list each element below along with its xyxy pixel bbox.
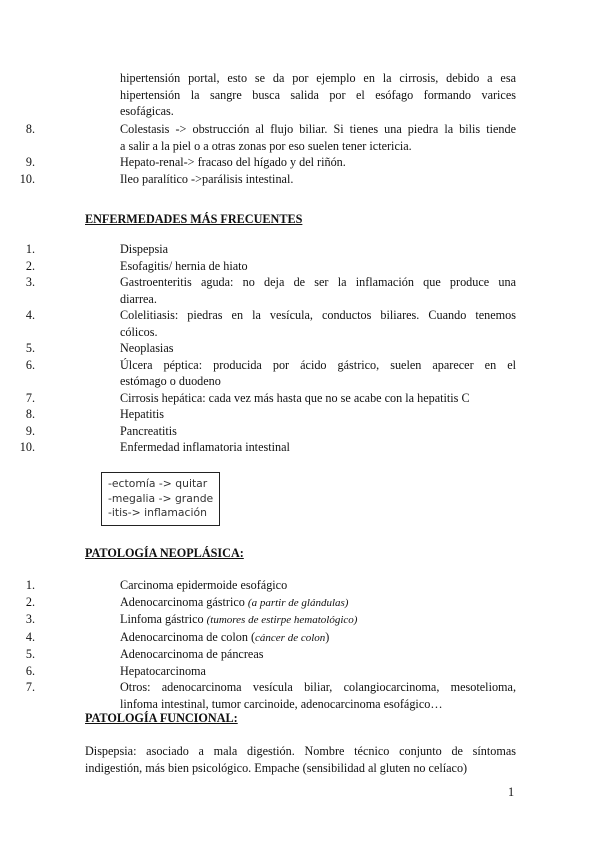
list-number: 10. — [19, 440, 35, 454]
suffix-line: -megalia -> grande — [108, 491, 214, 505]
list-item — [0, 390, 516, 407]
list-item-text: Neoplasias — [120, 341, 174, 355]
list-number: 8. — [25, 122, 35, 136]
intro-continuation — [120, 70, 516, 120]
list-item-text — [120, 629, 516, 647]
list-item-text: a salir a la piel o a otras zonas por eso suelen tener ictericia. — [120, 138, 412, 153]
list-item — [0, 439, 516, 456]
list-number: 2. — [25, 594, 35, 609]
intro-line-3: esofágicas. — [120, 104, 174, 118]
intro-line-1: hipertensión portal, esto se da por ejemplo en la cirrosis, debido a esa — [120, 71, 516, 85]
list-number: 9. — [25, 155, 35, 169]
suffix-line: -itis-> inflamación — [108, 506, 207, 520]
list-item-text: Enfermedad inflamatoria intestinal — [120, 440, 290, 454]
list-item-text: estómago o duodeno — [120, 374, 221, 388]
item-note: (a partir de glándulas) — [247, 596, 349, 609]
list-number: 10. — [19, 171, 35, 186]
list-item — [0, 423, 516, 440]
list-number: 3. — [25, 275, 35, 289]
item-text: Carcinoma epidermoide esofágico — [120, 578, 288, 592]
list-item-text: diarrea. — [120, 291, 157, 306]
list-item-text — [120, 594, 516, 612]
section-heading-functional: PATOLOGÍA FUNCIONAL: — [85, 711, 238, 725]
list-item-text: Úlcera péptica: producida por ácido gástrico, suelen aparecer en el — [120, 357, 516, 372]
list-item — [0, 357, 516, 390]
item-text: Linfoma gástrico — [120, 612, 207, 626]
list-number: 3. — [25, 612, 35, 626]
list-item — [0, 646, 516, 663]
item-text: Adenocarcinoma gástrico — [120, 594, 248, 609]
frequent-diseases-list — [0, 241, 516, 456]
item-text: Hepatocarcinoma — [120, 663, 206, 678]
list-item-text: Colelitiasis: piedras en la vesícula, conductos biliares. Cuando tenemos — [120, 308, 516, 322]
list-item-text: Hepatitis — [120, 407, 165, 421]
page-number: 1 — [508, 785, 515, 799]
list-item-text — [120, 577, 516, 594]
list-number: 9. — [25, 423, 35, 438]
list-number: 1. — [25, 242, 35, 256]
item-note: (tumores de estirpe hematológico) — [206, 614, 358, 626]
section-heading-neoplastic: PATOLOGÍA NEOPLÁSICA: — [85, 546, 244, 560]
list-item — [0, 154, 516, 171]
list-item-text: Pancreatitis — [120, 423, 177, 438]
list-item-text: linfoma intestinal, tumor carcinoide, adenocarcinoma esofágico… — [120, 696, 443, 711]
list-number: 5. — [25, 647, 35, 661]
list-number: 7. — [25, 390, 35, 405]
list-item — [0, 406, 516, 423]
list-item-text: Ileo paralítico ->parálisis intestinal. — [120, 171, 294, 186]
list-number: 6. — [25, 663, 35, 678]
item-tail: ) — [325, 629, 330, 644]
list-item — [0, 594, 516, 612]
suffix-line: -ectomía -> quitar — [108, 477, 208, 490]
list-number: 4. — [25, 308, 35, 322]
list-item — [0, 340, 516, 357]
section-heading-frequent: ENFERMEDADES MÁS FRECUENTES — [85, 212, 303, 226]
list-number: 8. — [25, 407, 35, 421]
item-note: cáncer de colon — [255, 631, 326, 644]
list-number: 6. — [25, 357, 35, 372]
list-number: 7. — [25, 680, 35, 694]
list-item — [0, 679, 516, 712]
neoplastic-list — [0, 577, 516, 712]
list-item-text — [120, 646, 516, 663]
list-item-text: Esofagitis/ hernia de hiato — [120, 258, 248, 273]
list-number: 2. — [25, 258, 35, 273]
list-item — [0, 121, 516, 154]
item-text: Adenocarcinoma de colon ( — [120, 629, 256, 644]
list-item — [0, 258, 516, 275]
intro-line-2: hipertensión la sangre busca salida por el esófago formando varices — [120, 87, 516, 102]
list-item-text — [120, 663, 516, 680]
list-item — [0, 307, 516, 340]
list-number: 4. — [25, 629, 35, 644]
complications-list — [0, 121, 516, 187]
list-item-text — [120, 611, 516, 629]
item-text: Adenocarcinoma de páncreas — [120, 647, 264, 661]
list-number: 1. — [25, 578, 35, 592]
list-item — [0, 629, 516, 647]
list-item-text: Hepato-renal-> fracaso del hígado y del riñón. — [120, 155, 346, 169]
list-item-text: Gastroenteritis aguda: no deja de ser la inflamación que produce una — [120, 275, 516, 289]
list-item-text: Otros: adenocarcinoma vesícula biliar, colangiocarcinoma, mesotelioma, — [120, 680, 516, 694]
list-item — [0, 577, 516, 594]
list-item-text: Cirrosis hepática: cada vez más hasta que no se acabe con la hepatitis C — [120, 390, 470, 405]
list-item — [0, 241, 516, 258]
list-item-text: Colestasis -> obstrucción al flujo biliar. Si tienes una piedra la bilis tiende — [120, 122, 516, 136]
list-item — [0, 274, 516, 307]
list-item — [0, 171, 516, 188]
functional-paragraph — [85, 743, 516, 776]
list-item-text: Dispepsia — [120, 242, 169, 256]
list-number: 5. — [25, 341, 35, 355]
list-item-text: cólicos. — [120, 324, 158, 339]
paragraph-line: Dispepsia: asociado a mala digestión. Nombre técnico conjunto de síntomas — [85, 744, 516, 758]
suffix-glossary-box — [101, 472, 220, 526]
list-item — [0, 663, 516, 680]
paragraph-line: indigestión, más bien psicológico. Empache (sensibilidad al gluten no celíaco) — [85, 760, 468, 775]
list-item — [0, 611, 516, 629]
